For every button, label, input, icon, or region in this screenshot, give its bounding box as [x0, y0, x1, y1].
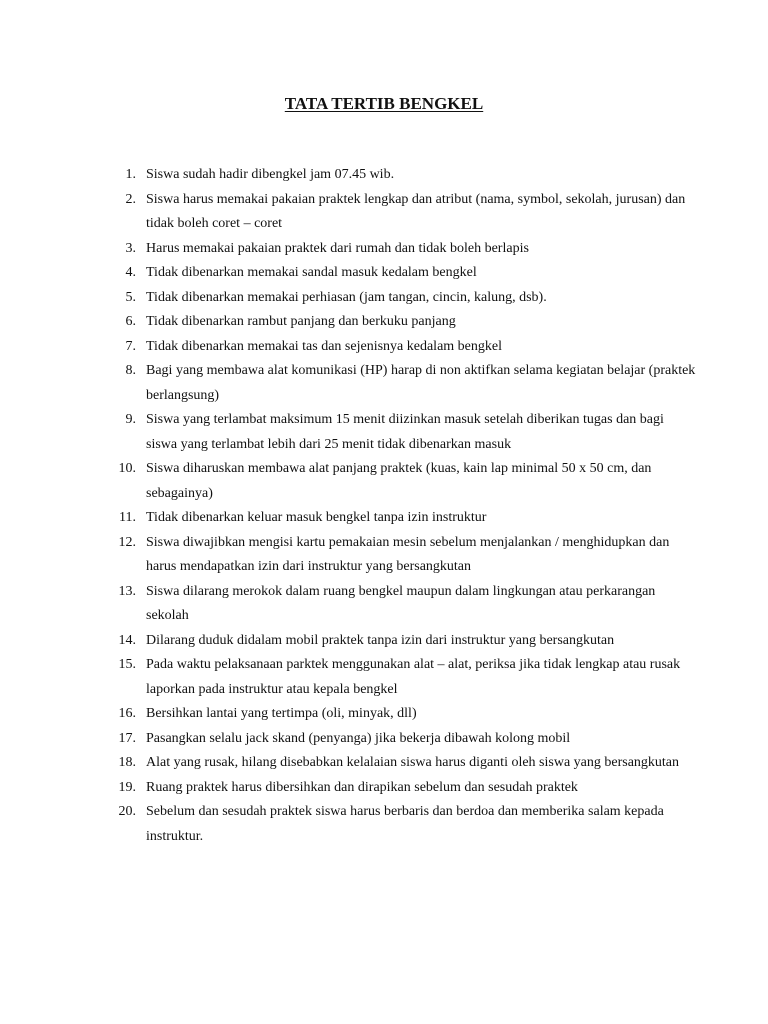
rule-number: 7.: [125, 338, 136, 354]
rule-item: [100, 286, 700, 311]
rules-list: [100, 163, 700, 849]
rule-item: [100, 727, 700, 752]
rule-text: [136, 310, 700, 335]
rule-text: [136, 457, 700, 506]
rule-text: [136, 408, 700, 457]
rule-text-line: sebagainya): [146, 485, 213, 501]
rule-text-line: berlangsung): [146, 387, 220, 403]
rule-number: 18.: [118, 755, 136, 770]
rule-text-line: siswa yang terlambat lebih dari 25 menit tidak dibenarkan masuk: [146, 436, 512, 452]
rule-item: [100, 457, 700, 506]
rule-text: [136, 702, 700, 727]
rule-text-line: Harus memakai pakaian praktek dari rumah dan tidak boleh berlapis: [146, 240, 529, 256]
rule-text-line: Ruang praktek harus dibersihkan dan dirapikan sebelum dan sesudah praktek: [146, 779, 578, 795]
rule-text-line: Tidak dibenarkan keluar masuk bengkel tanpa izin instruktur: [146, 510, 487, 525]
rule-item: [100, 531, 700, 580]
rule-text: [136, 237, 700, 262]
rule-item: [100, 261, 700, 286]
rule-text: [136, 286, 700, 311]
rule-item: [100, 653, 700, 702]
rule-number: 13.: [118, 583, 136, 599]
rule-item: [100, 163, 700, 188]
rule-text-line: Tidak dibenarkan rambut panjang dan berkuku panjang: [146, 314, 456, 329]
rule-text: [136, 359, 700, 408]
rule-number: 11.: [119, 510, 136, 525]
rule-item: [100, 408, 700, 457]
rule-number: 14.: [118, 632, 136, 648]
rule-number: 5.: [125, 289, 136, 305]
document-title: TATA TERTIB BENGKEL: [284, 94, 484, 113]
document-title-container: [0, 93, 768, 115]
rule-text: [136, 261, 700, 286]
rule-text-line: Bersihkan lantai yang tertimpa (oli, minyak, dll): [146, 706, 417, 721]
rule-item: [100, 359, 700, 408]
rule-text-line: Tidak dibenarkan memakai tas dan sejenisnya kedalam bengkel: [146, 338, 502, 354]
rule-text-line: Siswa sudah hadir dibengkel jam 07.45 wib.: [146, 167, 395, 182]
rule-number: 2.: [125, 191, 136, 207]
rule-text: [136, 163, 700, 188]
rule-item: [100, 629, 700, 654]
rule-text: [136, 335, 700, 360]
rule-text-line: Siswa diharuskan membawa alat panjang praktek (kuas, kain lap minimal 50 x 50 cm, dan: [146, 461, 652, 476]
rule-text-line: Siswa diwajibkan mengisi kartu pemakaian mesin sebelum menjalankan / menghidupkan dan: [146, 534, 670, 550]
rule-number: 6.: [125, 314, 136, 329]
rule-text-line: Siswa harus memakai pakaian praktek lengkap dan atribut (nama, symbol, sekolah, jurusan) dan: [146, 191, 686, 207]
rule-number: 3.: [125, 240, 136, 256]
rule-number: 12.: [118, 534, 136, 550]
rule-text-line: Siswa dilarang merokok dalam ruang bengkel maupun dalam lingkungan atau perkarangan: [146, 583, 656, 599]
rule-item: [100, 188, 700, 237]
rule-number: 4.: [125, 265, 136, 280]
rule-number: 8.: [125, 363, 136, 378]
rule-text-line: Siswa yang terlambat maksimum 15 menit diizinkan masuk setelah diberikan tugas dan bagi: [146, 412, 664, 427]
rule-text-line: Bagi yang membawa alat komunikasi (HP) harap di non aktifkan selama kegiatan belajar (praktek: [146, 363, 696, 378]
rule-number: 10.: [118, 461, 136, 476]
rule-item: [100, 800, 700, 849]
rule-text: [136, 188, 700, 237]
rule-number: 16.: [118, 706, 136, 721]
rule-text-line: Tidak dibenarkan memakai perhiasan (jam tangan, cincin, kalung, dsb).: [146, 289, 547, 305]
rule-text: [136, 653, 700, 702]
rule-item: [100, 751, 700, 776]
rule-text-line: harus mendapatkan izin dari instruktur yang bersangkutan: [146, 559, 472, 574]
rule-number: 19.: [118, 779, 136, 795]
rule-text-line: instruktur.: [146, 828, 204, 844]
rule-text-line: laporkan pada instruktur atau kepala bengkel: [146, 681, 398, 697]
rule-text: [136, 800, 700, 849]
rule-item: [100, 335, 700, 360]
rule-text-line: tidak boleh coret – coret: [146, 216, 283, 231]
rule-text-line: Pada waktu pelaksanaan parktek menggunakan alat – alat, periksa jika tidak lengkap atau rusak: [146, 657, 681, 672]
rule-text: [136, 629, 700, 654]
rule-text: [136, 727, 700, 752]
rule-text-line: Pasangkan selalu jack skand (penyanga) jika bekerja dibawah kolong mobil: [146, 730, 571, 746]
rule-item: [100, 506, 700, 531]
rule-item: [100, 580, 700, 629]
rule-text: [136, 506, 700, 531]
rule-text: [136, 580, 700, 629]
rule-item: [100, 702, 700, 727]
rule-number: 20.: [118, 804, 136, 819]
rule-number: 1.: [125, 167, 136, 182]
rule-text-line: sekolah: [146, 608, 189, 623]
rule-text: [136, 776, 700, 801]
rule-text: [136, 531, 700, 580]
rule-number: 15.: [118, 657, 136, 672]
rule-item: [100, 776, 700, 801]
rule-item: [100, 237, 700, 262]
rule-text-line: Tidak dibenarkan memakai sandal masuk kedalam bengkel: [146, 265, 477, 280]
rule-text-line: Dilarang duduk didalam mobil praktek tanpa izin dari instruktur yang bersangkutan: [146, 632, 615, 648]
rule-text-line: Alat yang rusak, hilang disebabkan kelalaian siswa harus diganti oleh siswa yang bersangkutan: [146, 755, 680, 770]
rule-number: 9.: [125, 412, 136, 427]
rule-item: [100, 310, 700, 335]
rule-text-line: Sebelum dan sesudah praktek siswa harus berbaris dan berdoa dan memberika salam kepada: [146, 804, 664, 819]
rule-number: 17.: [118, 730, 136, 746]
rule-text: [136, 751, 700, 776]
